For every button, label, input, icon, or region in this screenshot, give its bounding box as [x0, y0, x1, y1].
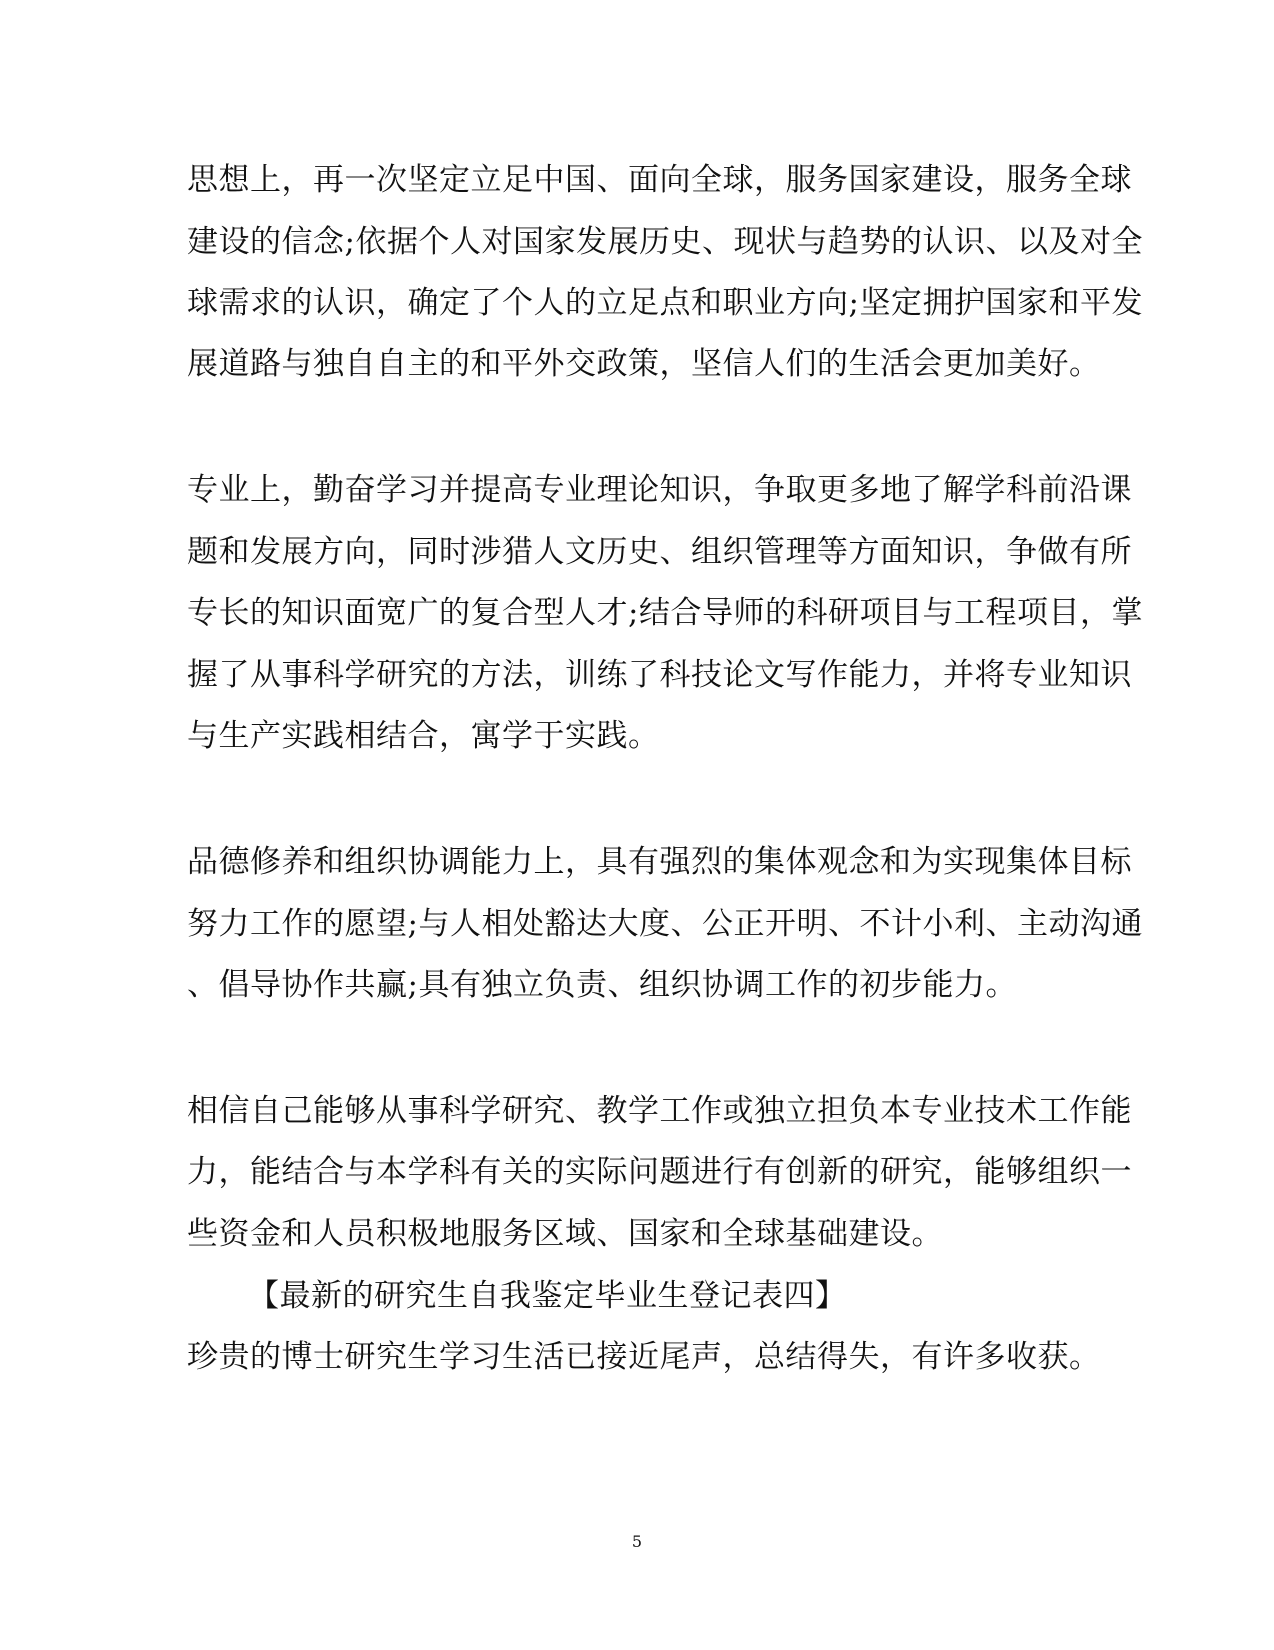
- closing-line: 珍贵的博士研究生学习生活已接近尾声，总结得失，有许多收获。: [187, 1339, 1101, 1375]
- paragraph-line: 品德修养和组织协调能力上，具有强烈的集体观念和为实现集体目标: [187, 844, 1132, 880]
- paragraph-line: 球需求的认识，确定了个人的立足点和职业方向;坚定拥护国家和平发: [187, 285, 1143, 321]
- paragraph-line: 专长的知识面宽广的复合型人才;结合导师的科研项目与工程项目，掌: [187, 595, 1143, 631]
- paragraph-line: 力，能结合与本学科有关的实际问题进行有创新的研究，能够组织一: [187, 1154, 1132, 1190]
- section-heading: 【最新的研究生自我鉴定毕业生登记表四】: [248, 1278, 847, 1314]
- paragraph-line: 、倡导协作共赢;具有独立负责、组织协调工作的初步能力。: [187, 967, 1017, 1003]
- paragraph-line: 思想上，再一次坚定立足中国、面向全球，服务国家建设，服务全球: [187, 162, 1132, 198]
- paragraph-line: 与生产实践相结合，寓学于实践。: [187, 718, 660, 754]
- paragraph-line: 题和发展方向，同时涉猎人文历史、组织管理等方面知识，争做有所: [187, 534, 1132, 570]
- paragraph-line: 些资金和人员积极地服务区域、国家和全球基础建设。: [187, 1216, 943, 1252]
- paragraph-line: 努力工作的愿望;与人相处豁达大度、公正开明、不计小利、主动沟通: [187, 906, 1143, 942]
- paragraph-line: 相信自己能够从事科学研究、教学工作或独立担负本专业技术工作能: [187, 1093, 1132, 1129]
- paragraph-line: 专业上，勤奋学习并提高专业理论知识，争取更多地了解学科前沿课: [187, 472, 1132, 508]
- paragraph-line: 建设的信念;依据个人对国家发展历史、现状与趋势的认识、以及对全: [187, 224, 1143, 260]
- paragraph-line: 握了从事科学研究的方法，训练了科技论文写作能力，并将专业知识: [187, 657, 1132, 693]
- page-number: 5: [631, 1532, 643, 1551]
- paragraph-line: 展道路与独自自主的和平外交政策，坚信人们的生活会更加美好。: [187, 346, 1101, 382]
